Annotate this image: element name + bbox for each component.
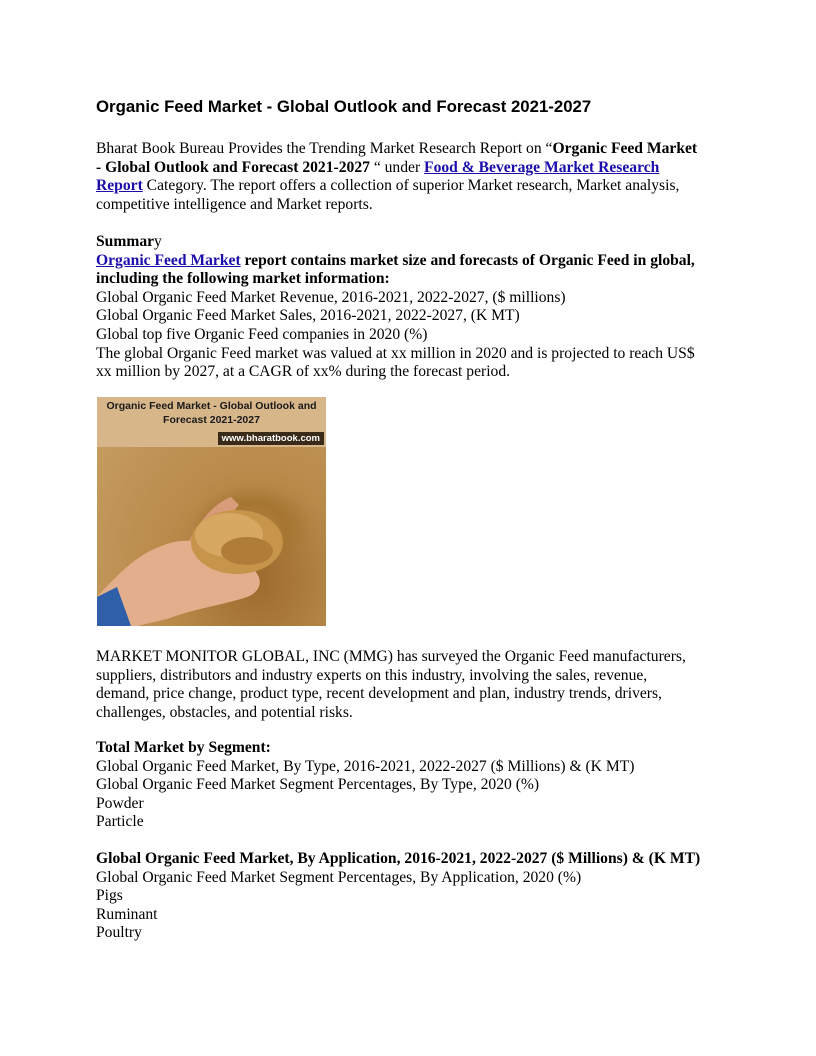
mmg-paragraph xyxy=(96,648,726,722)
intro-line-1 xyxy=(96,140,726,159)
summary-line-2 xyxy=(96,270,726,289)
intro-line-4: competitive intelligence and Market reports. xyxy=(96,195,373,213)
summary-line-4: Global Organic Feed Market Sales, 2016-2021, 2022-2027, (K MT) xyxy=(96,307,520,325)
page-title: Organic Feed Market - Global Outlook and Forecast 2021-2027 xyxy=(96,97,592,116)
application-line-1: Global Organic Feed Market Segment Percentages, By Application, 2020 (%) xyxy=(96,868,582,886)
segment-heading xyxy=(96,739,726,758)
cover-title-line-2: Forecast 2021-2027 xyxy=(163,414,260,426)
category-link-report[interactable]: Report xyxy=(96,177,143,195)
organic-feed-market-link[interactable]: Organic Feed Market xyxy=(96,251,241,269)
summary-line-5: Global top five Organic Feed companies in 2020 (%) xyxy=(96,325,428,343)
application-heading-text: Global Organic Feed Market, By Application, 2016-2021, 2022-2027 ($ Millions) & (K MT) xyxy=(96,850,701,867)
intro-under-text: “ under xyxy=(369,158,425,176)
summary-heading xyxy=(96,233,726,252)
hand-with-grain-illustration xyxy=(97,447,326,626)
mmg-line-4: challenges, obstacles, and potential risks. xyxy=(96,703,353,721)
intro-category-text: Category. The report offers a collection of superior Market research, Market analysis, xyxy=(142,177,680,195)
segment-section xyxy=(96,739,726,832)
mmg-line-1: MARKET MONITOR GLOBAL, INC (MMG) has surveyed the Organic Feed manufacturers, xyxy=(96,648,686,665)
summary-line-6: The global Organic Feed market was valued at xx million in 2020 and is projected to reach US$ xyxy=(96,344,695,362)
summary-line-3: Global Organic Feed Market Revenue, 2016-2021, 2022-2027, ($ millions) xyxy=(96,288,566,306)
segment-heading-text: Total Market by Segment: xyxy=(96,739,271,756)
application-item: Pigs xyxy=(96,887,123,905)
mmg-line-2: suppliers, distributors and industry experts on this industry, involving the sales, revenue, xyxy=(96,666,648,684)
application-item: Poultry xyxy=(96,924,142,942)
segment-line-2: Global Organic Feed Market Segment Percentages, By Type, 2020 (%) xyxy=(96,776,540,794)
segment-line-1: Global Organic Feed Market, By Type, 2016-2021, 2022-2027 ($ Millions) & (K MT) xyxy=(96,757,635,775)
cover-url: www.bharatbook.com xyxy=(218,432,324,445)
segment-item: Particle xyxy=(96,813,144,831)
summary-bold-text-2: including the following market information: xyxy=(96,270,390,288)
intro-bold-market: Organic Feed Market xyxy=(552,140,698,157)
summary-heading-tail: y xyxy=(154,233,162,250)
summary-heading-bold: Summar xyxy=(96,233,155,250)
segment-item: Powder xyxy=(96,794,144,812)
cover-title xyxy=(97,399,326,427)
intro-bold-outlook: - Global Outlook and Forecast 2021-2027 xyxy=(96,158,370,176)
intro-paragraph xyxy=(96,140,726,214)
intro-text: Bharat Book Bureau Provides the Trending Market Research Report on “ xyxy=(96,140,553,157)
cover-title-line-1: Organic Feed Market - Global Outlook and xyxy=(106,400,317,412)
summary-bold-text: report contains market size and forecasts of Organic Feed in global, xyxy=(240,251,695,269)
application-item: Ruminant xyxy=(96,905,158,923)
mmg-line-3: demand, price change, product type, recent development and plan, industry trends, drivers, xyxy=(96,685,662,703)
intro-line-2 xyxy=(96,159,726,178)
intro-line-3 xyxy=(96,177,726,196)
category-link[interactable]: Food & Beverage Market Research xyxy=(424,158,660,176)
summary-line-1 xyxy=(96,252,726,271)
report-cover-image xyxy=(97,397,326,626)
application-heading xyxy=(96,850,726,869)
application-section xyxy=(96,850,726,943)
summary-line-7: xx million by 2027, at a CAGR of xx% during the forecast period. xyxy=(96,363,511,381)
summary-section xyxy=(96,233,726,382)
